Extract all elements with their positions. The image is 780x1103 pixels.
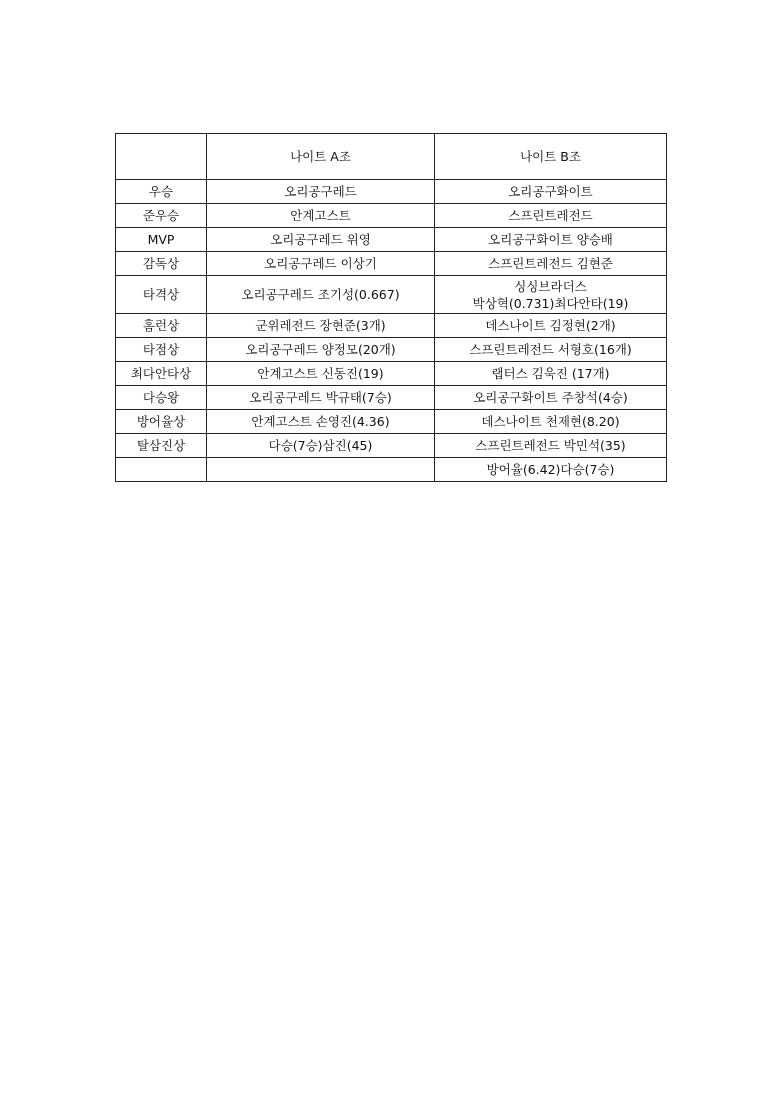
award-name-cell: 다승왕 [116,386,207,410]
table-row [116,180,667,204]
night-a-cell: 오리공구레드 [207,180,435,204]
award-name-cell: 타격상 [116,276,207,314]
night-a-cell: 안계고스트 손영진(4.36) [207,410,435,434]
night-a-cell: 오리공구레드 양정모(20개) [207,338,435,362]
night-b-cell: 스프린트레전드 서형호(16개) [435,338,667,362]
night-b-cell: 스프린트레전드 [435,204,667,228]
night-a-cell: 군위레전드 장현준(3개) [207,314,435,338]
table-row [116,362,667,386]
table-row [116,314,667,338]
night-b-cell: 스프린트레전드 김현준 [435,252,667,276]
table-row [116,252,667,276]
night-b-cell-line: 싱싱브라더스 [514,278,587,294]
night-b-cell [435,276,667,314]
table-row [116,204,667,228]
night-a-cell: 안계고스트 [207,204,435,228]
award-name-cell: 우승 [116,180,207,204]
table-row [116,228,667,252]
night-a-cell: 오리공구레드 조기성(0.667) [207,276,435,314]
header-corner-cell [116,134,207,180]
header-night-a: 나이트 A조 [207,134,435,180]
award-name-cell: 홈런상 [116,314,207,338]
award-name-cell: 최다안타상 [116,362,207,386]
night-a-cell: 오리공구레드 박규태(7승) [207,386,435,410]
table-header-row [116,134,667,180]
award-name-cell: MVP [116,228,207,252]
table-row [116,458,667,482]
night-b-cell-line: 박상혁(0.731)최다안타(19) [472,295,629,311]
table-row [116,276,667,314]
night-b-cell: 오리공구화이트 주창석(4승) [435,386,667,410]
night-b-cell: 오리공구화이트 [435,180,667,204]
night-a-cell: 오리공구레드 이상기 [207,252,435,276]
night-b-cell: 오리공구화이트 양승배 [435,228,667,252]
night-a-cell: 안계고스트 신동진(19) [207,362,435,386]
night-b-cell: 랩터스 김욱진 (17개) [435,362,667,386]
table-row [116,338,667,362]
award-name-cell: 감독상 [116,252,207,276]
table-row [116,386,667,410]
award-name-cell [116,458,207,482]
table-row [116,434,667,458]
night-b-cell: 데스나이트 김정현(2개) [435,314,667,338]
night-a-cell: 다승(7승)삼진(45) [207,434,435,458]
night-b-cell: 방어율(6.42)다승(7승) [435,458,667,482]
night-b-cell: 스프린트레전드 박민석(35) [435,434,667,458]
award-name-cell: 방어율상 [116,410,207,434]
award-name-cell: 준우승 [116,204,207,228]
awards-table [115,133,667,482]
table-row [116,410,667,434]
award-name-cell: 타점상 [116,338,207,362]
night-a-cell [207,458,435,482]
night-b-cell: 데스나이트 천제현(8.20) [435,410,667,434]
night-a-cell: 오리공구레드 위영 [207,228,435,252]
header-night-b: 나이트 B조 [435,134,667,180]
award-name-cell: 탈삼진상 [116,434,207,458]
